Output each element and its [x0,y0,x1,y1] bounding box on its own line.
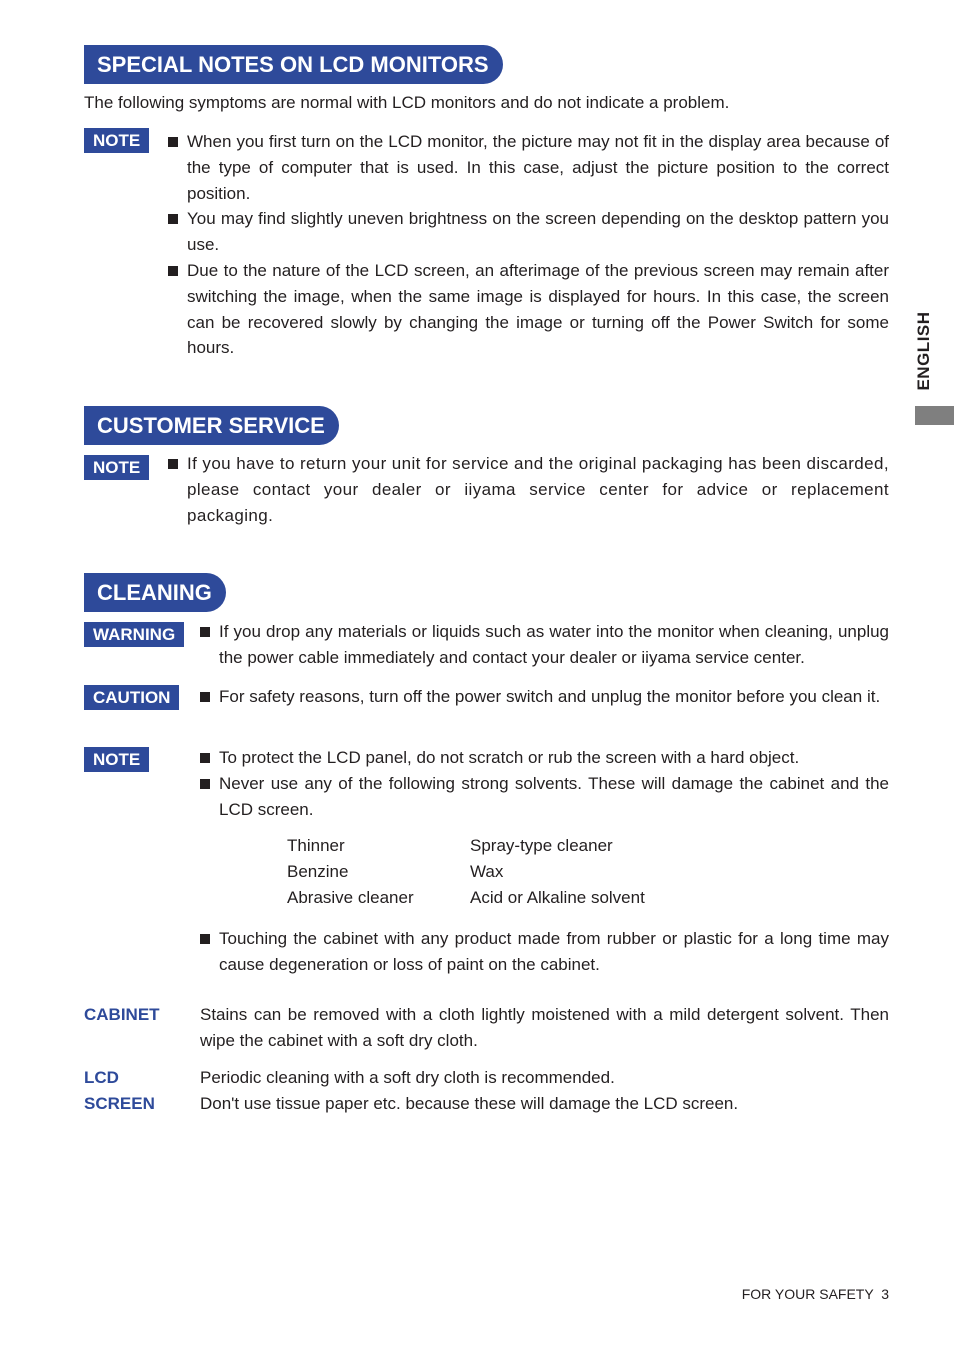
language-tab [912,306,936,396]
cleaning-heading: CLEANING [84,573,226,612]
lcd-screen-text-line-2: Don't use tissue paper etc. because these will damage the LCD screen. [200,1094,739,1113]
special-notes-intro: The following symptoms are normal with LCD monitors and do not indicate a problem. [84,93,730,112]
special-note-bullet-3: Due to the nature of the LCD screen, an afterimage of the previous screen may remain after switching the image, when the same image is displayed for hours. In this case, the screen can be recovered slowly by changing the image or turning off the Power Switch for some hours. [168,258,889,361]
caution-tag: CAUTION [84,685,179,710]
solvent-row [287,833,645,859]
note-tag: NOTE [84,455,149,480]
cleaning-note-bullet-2: Never use any of the following strong solvents. These will damage the cabinet and the LCD screen. [200,771,889,823]
warning-bullet: If you drop any materials or liquids such as water into the monitor when cleaning, unplug the power cable immediately and contact your dealer or iiyama service center. [200,619,889,671]
language-label: ENGLISH [914,311,933,391]
note-tag: NOTE [84,747,149,772]
warning-tag: WARNING [84,622,184,647]
solvent-row [287,859,645,885]
page-footer: FOR YOUR SAFETY 3 [741,1286,889,1302]
solvent-row [287,885,645,911]
solvent-item: Wax [470,861,504,881]
customer-service-heading: CUSTOMER SERVICE [84,406,339,445]
special-note-bullet-1: When you first turn on the LCD monitor, the picture may not fit in the display area because of the type of computer that is used. In this case, adjust the picture position to the correct position. [168,129,889,206]
cleaning-note-bullet-1: To protect the LCD panel, do not scratch or rub the screen with a hard object. [200,745,889,771]
special-note-bullet-2: You may find slightly uneven brightness on the screen depending on the desktop pattern you use. [168,206,889,258]
lcd-screen-text-line-1: Periodic cleaning with a soft dry cloth is recommended. [200,1068,615,1087]
cabinet-text: Stains can be removed with a cloth lightly moistened with a mild detergent solvent. Then wipe the cabinet with a soft dry cloth. [200,1005,889,1050]
note-tag: NOTE [84,128,149,153]
special-notes-heading: SPECIAL NOTES ON LCD MONITORS [84,45,503,84]
caution-bullet: For safety reasons, turn off the power switch and unplug the monitor before you clean it. [200,684,889,710]
language-tab-marker [915,406,954,425]
lcd-screen-label-line-1: LCD [84,1068,119,1087]
solvent-item: Abrasive cleaner [287,887,414,907]
solvent-item: Acid or Alkaline solvent [470,887,645,907]
customer-service-bullet: If you have to return your unit for service and the original packaging has been discarded, please contact your dealer or iiyama service center for advice or replacement packaging. [168,451,889,528]
solvent-list [287,833,645,910]
solvent-item: Benzine [287,861,349,881]
cleaning-note-bullet-3: Touching the cabinet with any product made from rubber or plastic for a long time may cause degeneration or loss of paint on the cabinet. [200,926,889,978]
cabinet-label: CABINET [84,1005,160,1024]
solvent-item: Spray-type cleaner [470,836,613,855]
solvent-item: Thinner [287,836,345,855]
lcd-screen-label-line-2: SCREEN [84,1094,155,1113]
